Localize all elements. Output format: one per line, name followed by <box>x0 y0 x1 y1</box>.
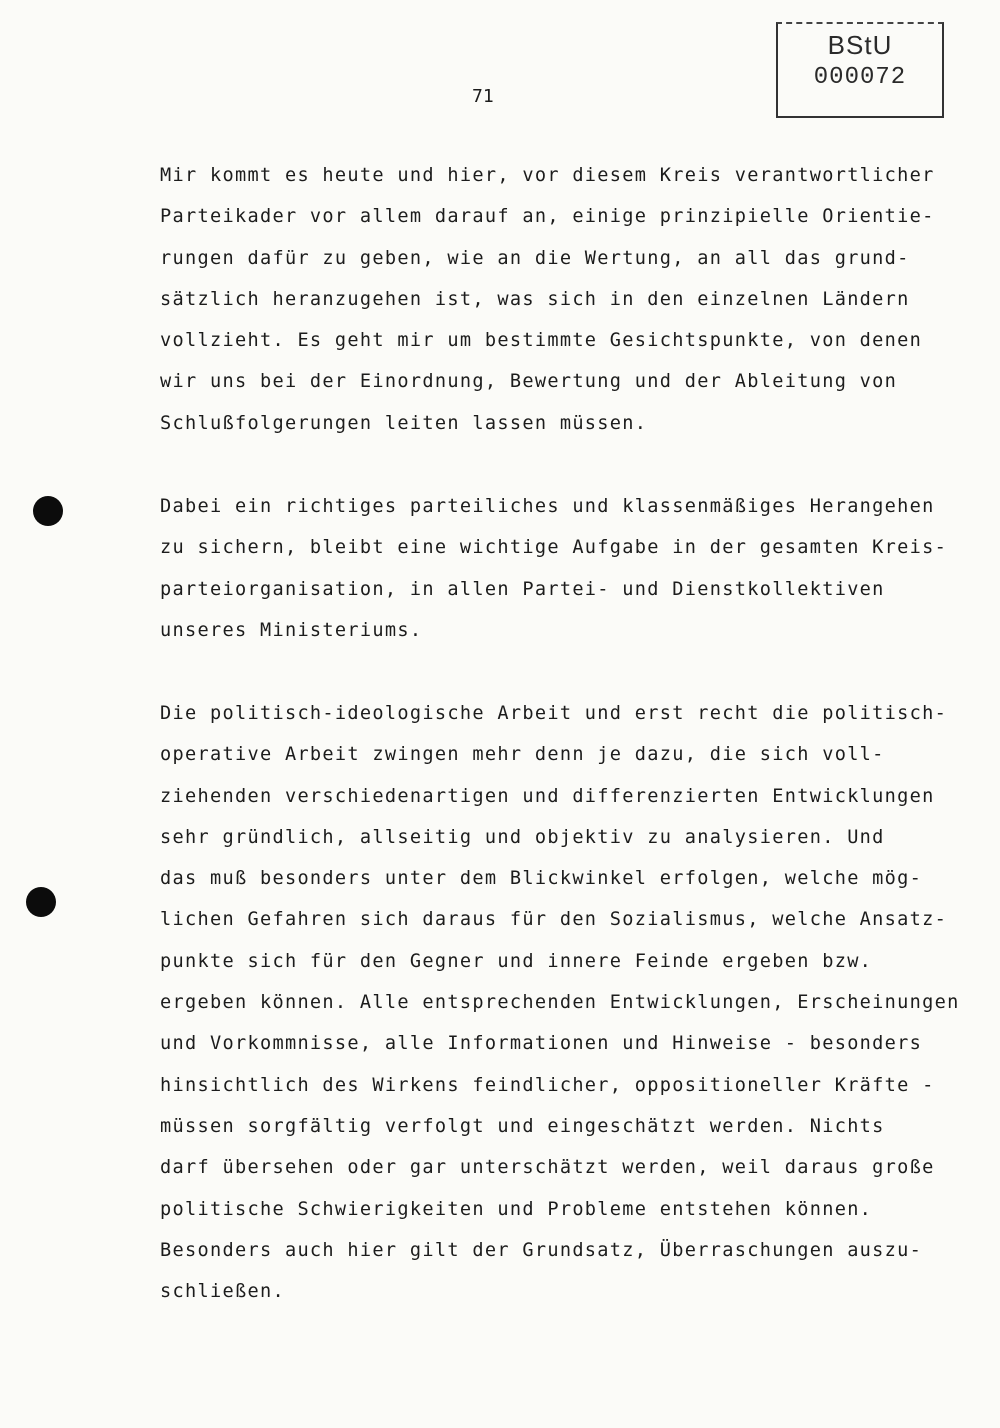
paragraph-3 <box>160 702 960 1321</box>
text-line: das muß besonders unter dem Blickwinkel erfolgen, welche mög- <box>160 868 923 890</box>
text-line: ziehenden verschiedenartigen und differenzierten Entwicklungen <box>160 785 935 807</box>
text-line: Mir kommt es heute und hier, vor diesem Kreis verantwortlicher <box>160 165 935 186</box>
text-line: vollzieht. Es geht mir um bestimmte Gesichtspunkte, von denen <box>160 330 923 352</box>
text-line: politische Schwierigkeiten und Probleme entstehen können. <box>160 1198 873 1220</box>
punch-hole-icon <box>33 496 63 526</box>
text-line: sehr gründlich, allseitig und objektiv zu analysieren. Und <box>160 826 885 848</box>
paragraph-2 <box>160 495 960 660</box>
stamp-page-code: 000072 <box>813 64 907 91</box>
stamp-archive-label: BStU <box>827 30 893 60</box>
text-line: und Vorkommnisse, alle Informationen und Hinweise - besonders <box>160 1033 923 1055</box>
archive-stamp <box>776 22 944 118</box>
text-line: zu sichern, bleibt eine wichtige Aufgabe in der gesamten Kreis- <box>160 537 948 559</box>
text-line: lichen Gefahren sich daraus für den Sozialismus, welche Ansatz- <box>160 909 948 931</box>
text-line: unseres Ministeriums. <box>160 619 423 641</box>
text-line: ergeben können. Alle entsprechenden Entwicklungen, Erscheinungen <box>160 992 960 1014</box>
text-line: wir uns bei der Einordnung, Bewertung und der Ableitung von <box>160 371 898 393</box>
text-line: operative Arbeit zwingen mehr denn je dazu, die sich voll- <box>160 744 885 766</box>
text-line: darf übersehen oder gar unterschätzt werden, weil daraus große <box>160 1157 935 1179</box>
page-number: 71 <box>472 86 494 107</box>
text-line: Parteikader vor allem darauf an, einige prinzipielle Orientie- <box>160 206 935 228</box>
text-line: punkte sich für den Gegner und innere Feinde ergeben bzw. <box>160 950 873 972</box>
text-line: Die politisch-ideologische Arbeit und erst recht die politisch- <box>160 703 948 724</box>
paragraph-1 <box>160 164 960 453</box>
text-line: parteiorganisation, in allen Partei- und Dienstkollektiven <box>160 578 885 600</box>
text-line: schließen. <box>160 1281 285 1303</box>
text-line: sätzlich heranzugehen ist, was sich in den einzelnen Ländern <box>160 288 910 310</box>
text-line: Besonders auch hier gilt der Grundsatz, Überraschungen auszu- <box>160 1239 923 1261</box>
text-line: Schlußfolgerungen leiten lassen müssen. <box>160 412 648 434</box>
text-line: müssen sorgfältig verfolgt und eingeschätzt werden. Nichts <box>160 1115 885 1137</box>
text-line: hinsichtlich des Wirkens feindlicher, oppositioneller Kräfte - <box>160 1074 935 1096</box>
text-line: Dabei ein richtiges parteiliches und klassenmäßiges Herangehen <box>160 496 935 517</box>
text-line: rungen dafür zu geben, wie an die Wertung, an all das grund- <box>160 247 910 269</box>
punch-hole-icon <box>26 887 56 917</box>
